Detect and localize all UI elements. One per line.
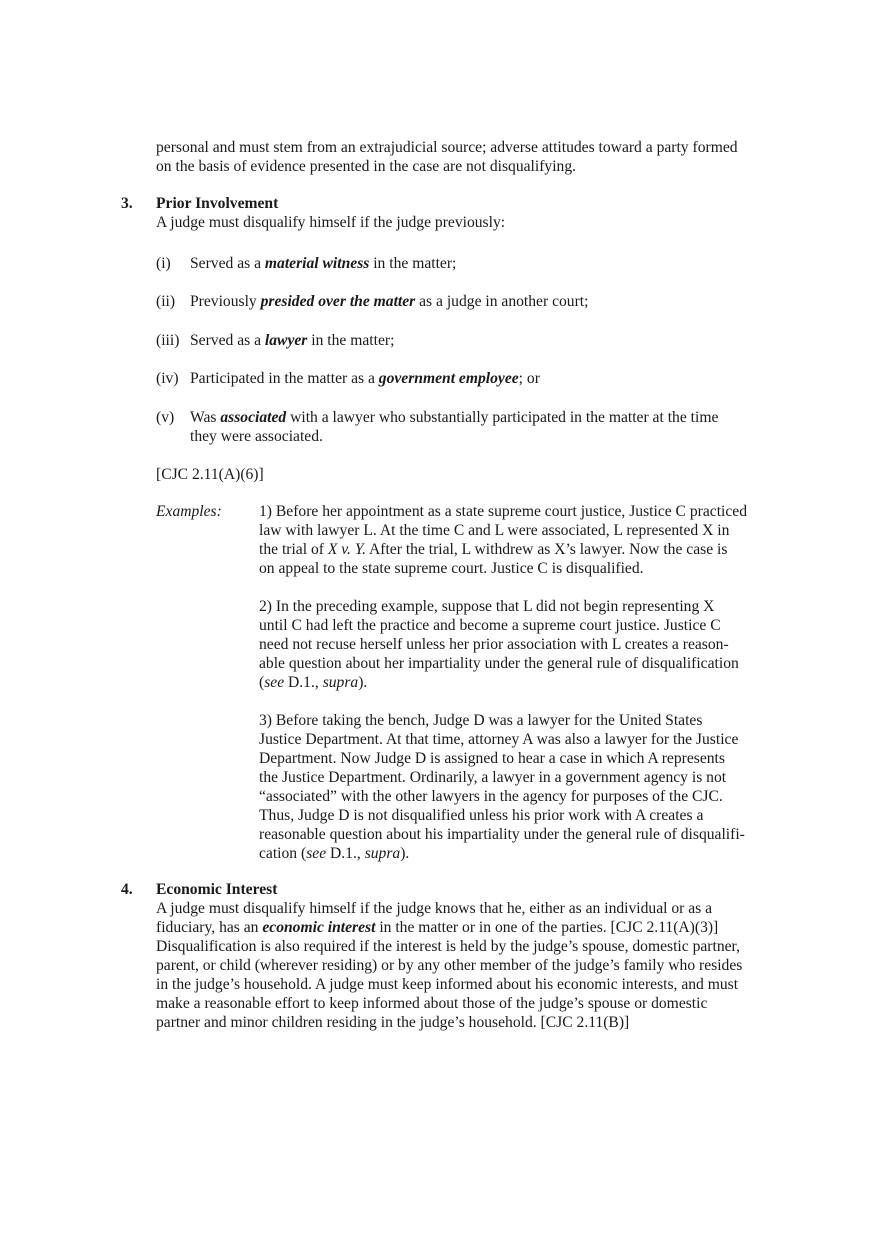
section-number: 3. [121, 195, 133, 212]
citation: [CJC 2.11(A)(6)] [156, 466, 264, 483]
list-item-number: (ii) [156, 293, 176, 310]
defined-term: material witness [264, 255, 370, 272]
section-number: 4. [121, 881, 133, 898]
examples-label: Examples: [156, 503, 222, 520]
list-item-number: (iv) [156, 370, 179, 387]
intro-line: personal and must stem from an extrajudicial source; adverse attitudes toward a party formed [156, 139, 738, 156]
section-body: A judge must disqualify himself if the judge knows that he, either as an individual or as a fiduciary, has an economic interest in the matter or in one of the parties. [CJC 2.11(A)(3)] Disqualification is also required if the interest is held by the judge’s spouse, domestic partner, parent, or child (wherever residing) or by any other member of the judge’s family who resides in the judge’s household. A judge must keep informed about his economic interests, and must make a reasonable effort to keep informed about those of the judge’s spouse or domestic partner and minor children residing in the judge’s household. [CJC 2.11(B)] [156, 900, 743, 1031]
defined-term: associated [220, 409, 287, 426]
intro-line: on the basis of evidence presented in the case are not disqualifying. [156, 158, 577, 175]
list-item-number: (v) [156, 409, 175, 426]
defined-term: lawyer [264, 332, 308, 349]
section-heading: Economic Interest [156, 881, 278, 898]
intro-paragraph [156, 138, 796, 176]
defined-term: presided over the matter [260, 293, 416, 310]
list-item-text: Was associated with a lawyer who substantially participated in the matter at the time they were associated. [190, 409, 719, 445]
list-item-text: Served as a lawyer in the matter; [190, 332, 395, 349]
section-lead: A judge must disqualify himself if the judge previously: [156, 214, 506, 231]
list-item-text: Previously presided over the matter as a judge in another court; [190, 293, 589, 310]
list-item-text: Participated in the matter as a government employee; or [190, 370, 540, 387]
list-item-number: (iii) [156, 332, 180, 349]
defined-term: economic interest [262, 919, 376, 936]
example-paragraph: 1) Before her appointment as a state supreme court justice, Justice C practiced law with lawyer L. At the time C and L were associated, L represented X in the trial of X v. Y. After the trial, L withdrew as X’s lawyer. Now the case is on appeal to the state supreme court. Justice C is disqualified. [259, 503, 747, 577]
list-item-text: Served as a material witness in the matter; [190, 255, 457, 272]
example-paragraph: 3) Before taking the bench, Judge D was a lawyer for the United States Justice Department. At that time, attorney A was also a lawyer for the Justice Department. Now Judge D is assigned to hear a case in which A represents the Justice Department. Ordinarily, a lawyer in a government agency is not “associated” with the other lawyers in the agency for purposes of the CJC. Thus, Judge D is not disqualified unless his prior work with A creates a reasonable question about his impartiality under the general rule of disqualifi- cation (see D.1., supra). [259, 712, 745, 862]
example-paragraph: 2) In the preceding example, suppose that L did not begin representing X until C had left the practice and become a supreme court justice. Justice C need not recuse herself unless her prior association with L creates a reason- able question about her impartiality under the general rule of disqualification (see D.1., supra). [259, 598, 739, 691]
list-item-number: (i) [156, 255, 171, 272]
defined-term: government employee [378, 370, 519, 387]
section-heading: Prior Involvement [156, 195, 279, 212]
